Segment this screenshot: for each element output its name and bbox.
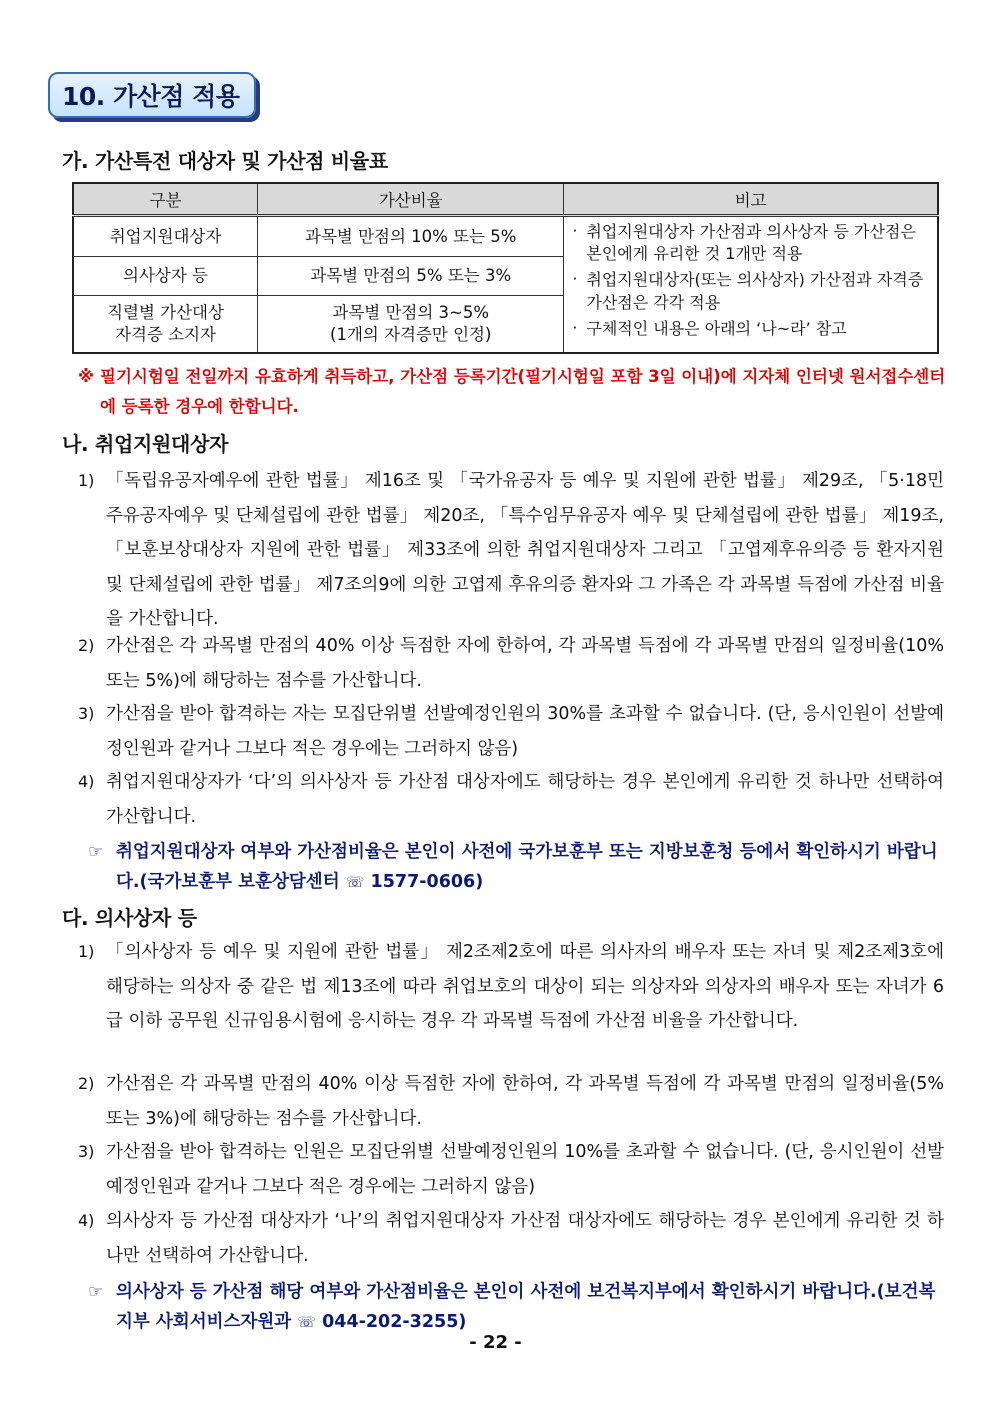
category-line: 자격증 소지자: [115, 325, 216, 345]
header-rate: 가산비율: [258, 183, 564, 216]
item-number: 3): [78, 704, 95, 723]
item-text: 가산점은 각 과목별 만점의 40% 이상 득점한 자에 한하여, 각 과목별 득점에 각 과목별 만점의 일정비율(5% 또는 3%)에 해당하는 점수를 가산합니다.: [106, 1074, 944, 1129]
tip-text: 취업지원대상자 여부와 가산점비율은 본인이 사전에 국가보훈부 또는 지방보훈청 등에서 확인하시기 바랍니다.(국가보훈부 보훈상담센터: [116, 842, 938, 892]
list-item: [78, 464, 944, 637]
page-number: - 22 -: [469, 1332, 522, 1353]
list-item: [78, 935, 944, 1039]
rate-line: 과목별 만점의 3~5%: [332, 302, 490, 322]
item-number: 4): [78, 772, 95, 791]
item-number: 4): [78, 1211, 95, 1230]
cell-rate: 과목별 만점의 5% 또는 3%: [258, 257, 564, 296]
item-text: 「독립유공자예우에 관한 법률」 제16조 및 「국가유공자 등 예우 및 지원에 관한 법률」 제29조, 「5·18민주유공자예우 및 단체설립에 관한 법률」 제20조, 「특수임무유공자 예우 및 단체설립에 관한 법률」 제19조, 「보훈보상대상자 지원에 관한 법률」 제33조에 의한 취업지원대상자 그리고 「고엽제후유의증 등 환자지원 및 단체설립에 관한 법률」 제7조의9에 의한 고엽제 후유의증 환자와 그 가족은 각 과목별 득점에 가산점 비율을 가산합니다.: [106, 471, 944, 629]
bonus-rate-table: [72, 182, 939, 354]
tip-phone: 1577-0606): [364, 872, 484, 892]
pointing-hand-icon: ☞: [88, 1282, 104, 1302]
tip-note: [88, 837, 948, 897]
cell-category: [73, 296, 258, 353]
heading-da: 다. 의사상자 등: [62, 906, 197, 930]
reference-mark-icon: ※: [78, 367, 95, 386]
item-number: 3): [78, 1142, 95, 1161]
list-item: [78, 629, 944, 698]
item-text: 의사상자 등 가산점 대상자가 ‘나’의 취업지원대상자 가산점 대상자에도 해당하는 경우 본인에게 유리한 것 하나만 선택하여 가산합니다.: [106, 1211, 944, 1266]
heading-na: 나. 취업지원대상자: [62, 432, 229, 456]
rate-line: (1개의 자격증만 인정): [330, 325, 492, 345]
list-item: [78, 1135, 944, 1204]
cell-category: 취업지원대상자: [73, 216, 258, 257]
pointing-hand-icon: ☞: [88, 842, 104, 862]
note-item: · 취업지원대상자 가산점과 의사상자 등 가산점은 본인에게 유리한 것 1개만 적용: [572, 221, 929, 265]
cell-category: 의사상자 등: [73, 257, 258, 296]
cell-notes: [564, 216, 938, 353]
list-item: [78, 765, 944, 834]
section-title: 10. 가산점 적용: [48, 72, 256, 118]
warning-note: [78, 362, 948, 422]
header-notes: 비고: [564, 183, 938, 216]
tip-note: [88, 1277, 948, 1337]
item-text: 가산점은 각 과목별 만점의 40% 이상 득점한 자에 한하여, 각 과목별 득점에 각 과목별 만점의 일정비율(10% 또는 5%)에 해당하는 점수를 가산합니다.: [106, 636, 944, 691]
list-item: [78, 1204, 944, 1273]
list-item: [78, 1067, 944, 1136]
warning-text: 필기시험일 전일까지 유효하게 취득하고, 가산점 등록기간(필기시험일 포함 3일 이내)에 지자체 인터넷 원서접수센터에 등록한 경우에 한합니다.: [100, 367, 946, 416]
item-number: 2): [78, 1074, 95, 1093]
category-line: 직렬별 가산대상: [107, 302, 224, 322]
heading-ga: 가. 가산특전 대상자 및 가산점 비율표: [62, 149, 388, 173]
item-number: 2): [78, 636, 95, 655]
header-category: 구분: [73, 183, 258, 216]
table-header-row: [73, 183, 938, 216]
list-item: [78, 697, 944, 766]
cell-rate: 과목별 만점의 10% 또는 5%: [258, 216, 564, 257]
item-number: 1): [78, 471, 95, 490]
note-item: · 구체적인 내용은 아래의 ‘나~라’ 참고: [572, 318, 929, 340]
note-item: · 취업지원대상자(또는 의사상자) 가산점과 자격증 가산점은 각각 적용: [572, 269, 929, 313]
telephone-icon: ☏: [345, 873, 365, 891]
item-text: 「의사상자 등 예우 및 지원에 관한 법률」 제2조제2호에 따른 의사자의 배우자 또는 자녀 및 제2조제3호에 해당하는 의상자 중 같은 법 제13조에 따라 취업보호의 대상이 되는 의상자와 의상자의 배우자 또는 자녀가 6급 이하 공무원 신규임용시험에 응시하는 경우 각 과목별 득점에 가산점 비율을 가산합니다.: [106, 942, 944, 1031]
item-text: 가산점을 받아 합격하는 자는 모집단위별 선발예정인원의 30%를 초과할 수 없습니다. (단, 응시인원이 선발예정인원과 같거나 그보다 적은 경우에는 그러하지 않음): [106, 704, 944, 759]
item-text: 취업지원대상자가 ‘다’의 의사상자 등 가산점 대상자에도 해당하는 경우 본인에게 유리한 것 하나만 선택하여 가산합니다.: [106, 772, 944, 827]
tip-text: 의사상자 등 가산점 해당 여부와 가산점비율은 본인이 사전에 보건복지부에서 확인하시기 바랍니다.(보건복지부 사회서비스자원과: [116, 1282, 936, 1332]
item-text: 가산점을 받아 합격하는 인원은 모집단위별 선발예정인원의 10%를 초과할 수 없습니다. (단, 응시인원이 선발예정인원과 같거나 그보다 적은 경우에는 그러하지 않음): [106, 1142, 944, 1197]
cell-rate: [258, 296, 564, 353]
telephone-icon: ☏: [297, 1313, 316, 1331]
item-number: 1): [78, 942, 95, 961]
table-row: [73, 216, 938, 257]
tip-phone: 044-202-3255): [316, 1312, 467, 1332]
